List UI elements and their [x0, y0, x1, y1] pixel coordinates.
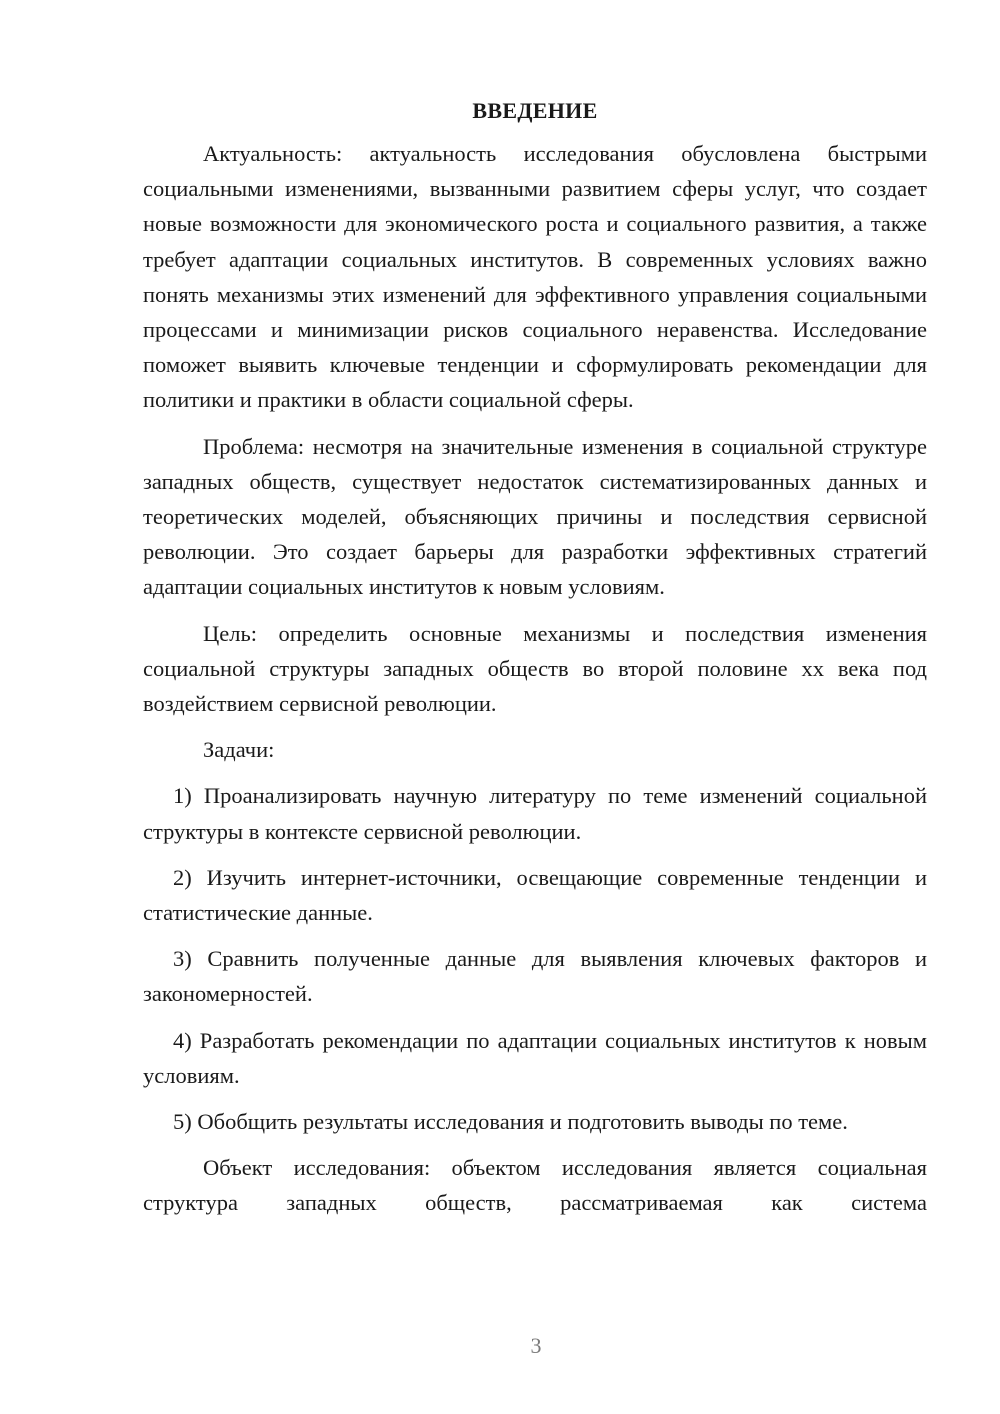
task-item-1: 1) Проанализировать научную литературу по теме изменений социальной структуры в контексте сервисной революции. — [143, 783, 927, 844]
document-page — [143, 96, 927, 1232]
paragraph-object: Объект исследования: объектом исследования является социальная структура западных обществ, рассматриваемая как система — [143, 1155, 927, 1216]
paragraph-goal: Цель: определить основные механизмы и последствия изменения социальной структуры западных обществ во второй половине xx века под воздействием сервисной революции. — [143, 620, 927, 717]
paragraph-relevance: Актуальность: актуальность исследования обусловлена быстрыми социальными изменениями, вызванными развитием сферы услуг, что создает новые возможности для экономического роста и социального развития, а также требует адаптации социальных институтов. В современных условиях важно понять механизмы этих изменений для эффективного управления социальными процессами и минимизации рисков социального неравенства. Исследование поможет выявить ключевые тенденции и сформулировать рекомендации для политики и практики в области социальной сферы. — [143, 141, 927, 413]
task-item-5: 5) Обобщить результаты исследования и подготовить выводы по теме. — [173, 1109, 848, 1135]
task-item-4: 4) Разработать рекомендации по адаптации социальных институтов к новым условиям. — [143, 1027, 927, 1088]
page-number: 3 — [530, 1333, 542, 1358]
task-item-2: 2) Изучить интернет-источники, освещающие современные тенденции и статистические данные. — [143, 864, 927, 926]
paragraph-problem: Проблема: несмотря на значительные изменения в социальной структуре западных обществ, существует недостаток систематизированных данных и теоретических моделей, объясняющих причины и последствия сервисной революции. Это создает барьеры для разработки эффективных стратегий адаптации социальных институтов к новым условиям. — [143, 433, 927, 600]
tasks-label: Задачи: — [203, 737, 275, 763]
section-heading: ВВЕДЕНИЕ — [472, 98, 598, 123]
task-item-3: 3) Сравнить полученные данные для выявления ключевых факторов и закономерностей. — [143, 946, 927, 1007]
